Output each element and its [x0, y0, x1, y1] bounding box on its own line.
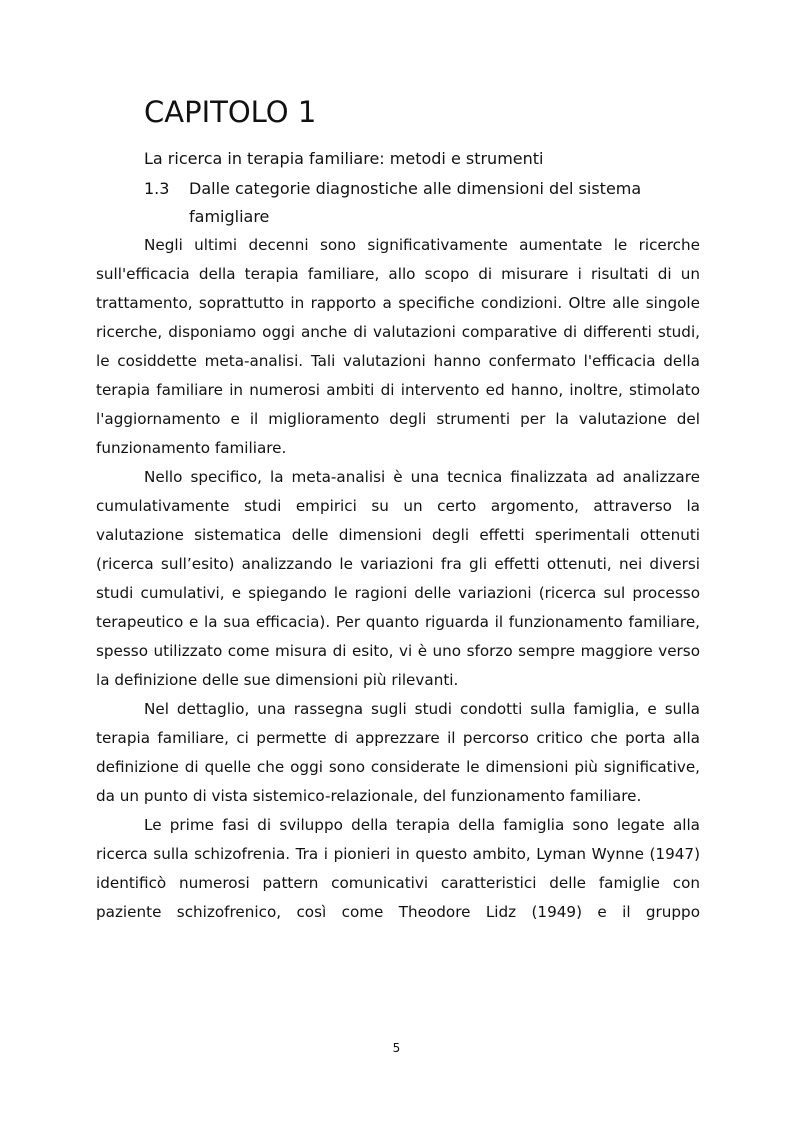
page-number: 5: [392, 1041, 401, 1055]
body-text: [96, 231, 700, 927]
subsection-title: Dalle categorie diagnostiche alle dimensioni del sistema famigliare: [189, 179, 642, 226]
paragraph: Le prime fasi di sviluppo della terapia della famiglia sono legate alla ricerca sulla schizofrenia. Tra i pionieri in questo ambito, Lyman Wynne (1947) identificò numerosi pattern comunicativi caratteristici delle famiglie con paziente schizofrenico, così come Theodore Lidz (1949) e il gruppo: [96, 816, 700, 921]
paragraph: Negli ultimi decenni sono significativamente aumentate le ricerche sull'efficacia della terapia familiare, allo scopo di misurare i risultati di un trattamento, soprattutto in rapporto a specifiche condizioni. Oltre alle singole ricerche, disponiamo oggi anche di valutazioni comparative di differenti studi, le cosiddette meta-analisi. Tali valutazioni hanno confermato l'efficacia della terapia familiare in numerosi ambiti di intervento ed hanno, inoltre, stimolato l'aggiornamento e il miglioramento degli strumenti per la valutazione del funzionamento familiare.: [96, 236, 700, 457]
section-title: La ricerca in terapia familiare: metodi e strumenti: [144, 149, 544, 168]
subsection-number: 1.3: [144, 179, 170, 198]
paragraph: Nel dettaglio, una rassegna sugli studi condotti sulla famiglia, e sulla terapia familiare, ci permette di apprezzare il percorso critico che porta alla definizione di quelle che oggi sono considerate le dimensioni più significative, da un punto di vista sistemico-relazionale, del funzionamento familiare.: [96, 700, 700, 805]
chapter-title: CAPITOLO 1: [144, 95, 317, 129]
paragraph: Nello specifico, la meta-analisi è una tecnica finalizzata ad analizzare cumulativamente studi empirici su un certo argomento, attraverso la valutazione sistematica delle dimensioni degli effetti sperimentali ottenuti (ricerca sull’esito) analizzando le variazioni fra gli effetti ottenuti, nei diversi studi cumulativi, e spiegando le ragioni delle variazioni (ricerca sul processo terapeutico e la sua efficacia). Per quanto riguarda il funzionamento familiare, spesso utilizzato come misura di esito, vi è uno sforzo sempre maggiore verso la definizione delle sue dimensioni più rilevanti.: [96, 468, 700, 689]
subsection-heading: [144, 175, 700, 231]
